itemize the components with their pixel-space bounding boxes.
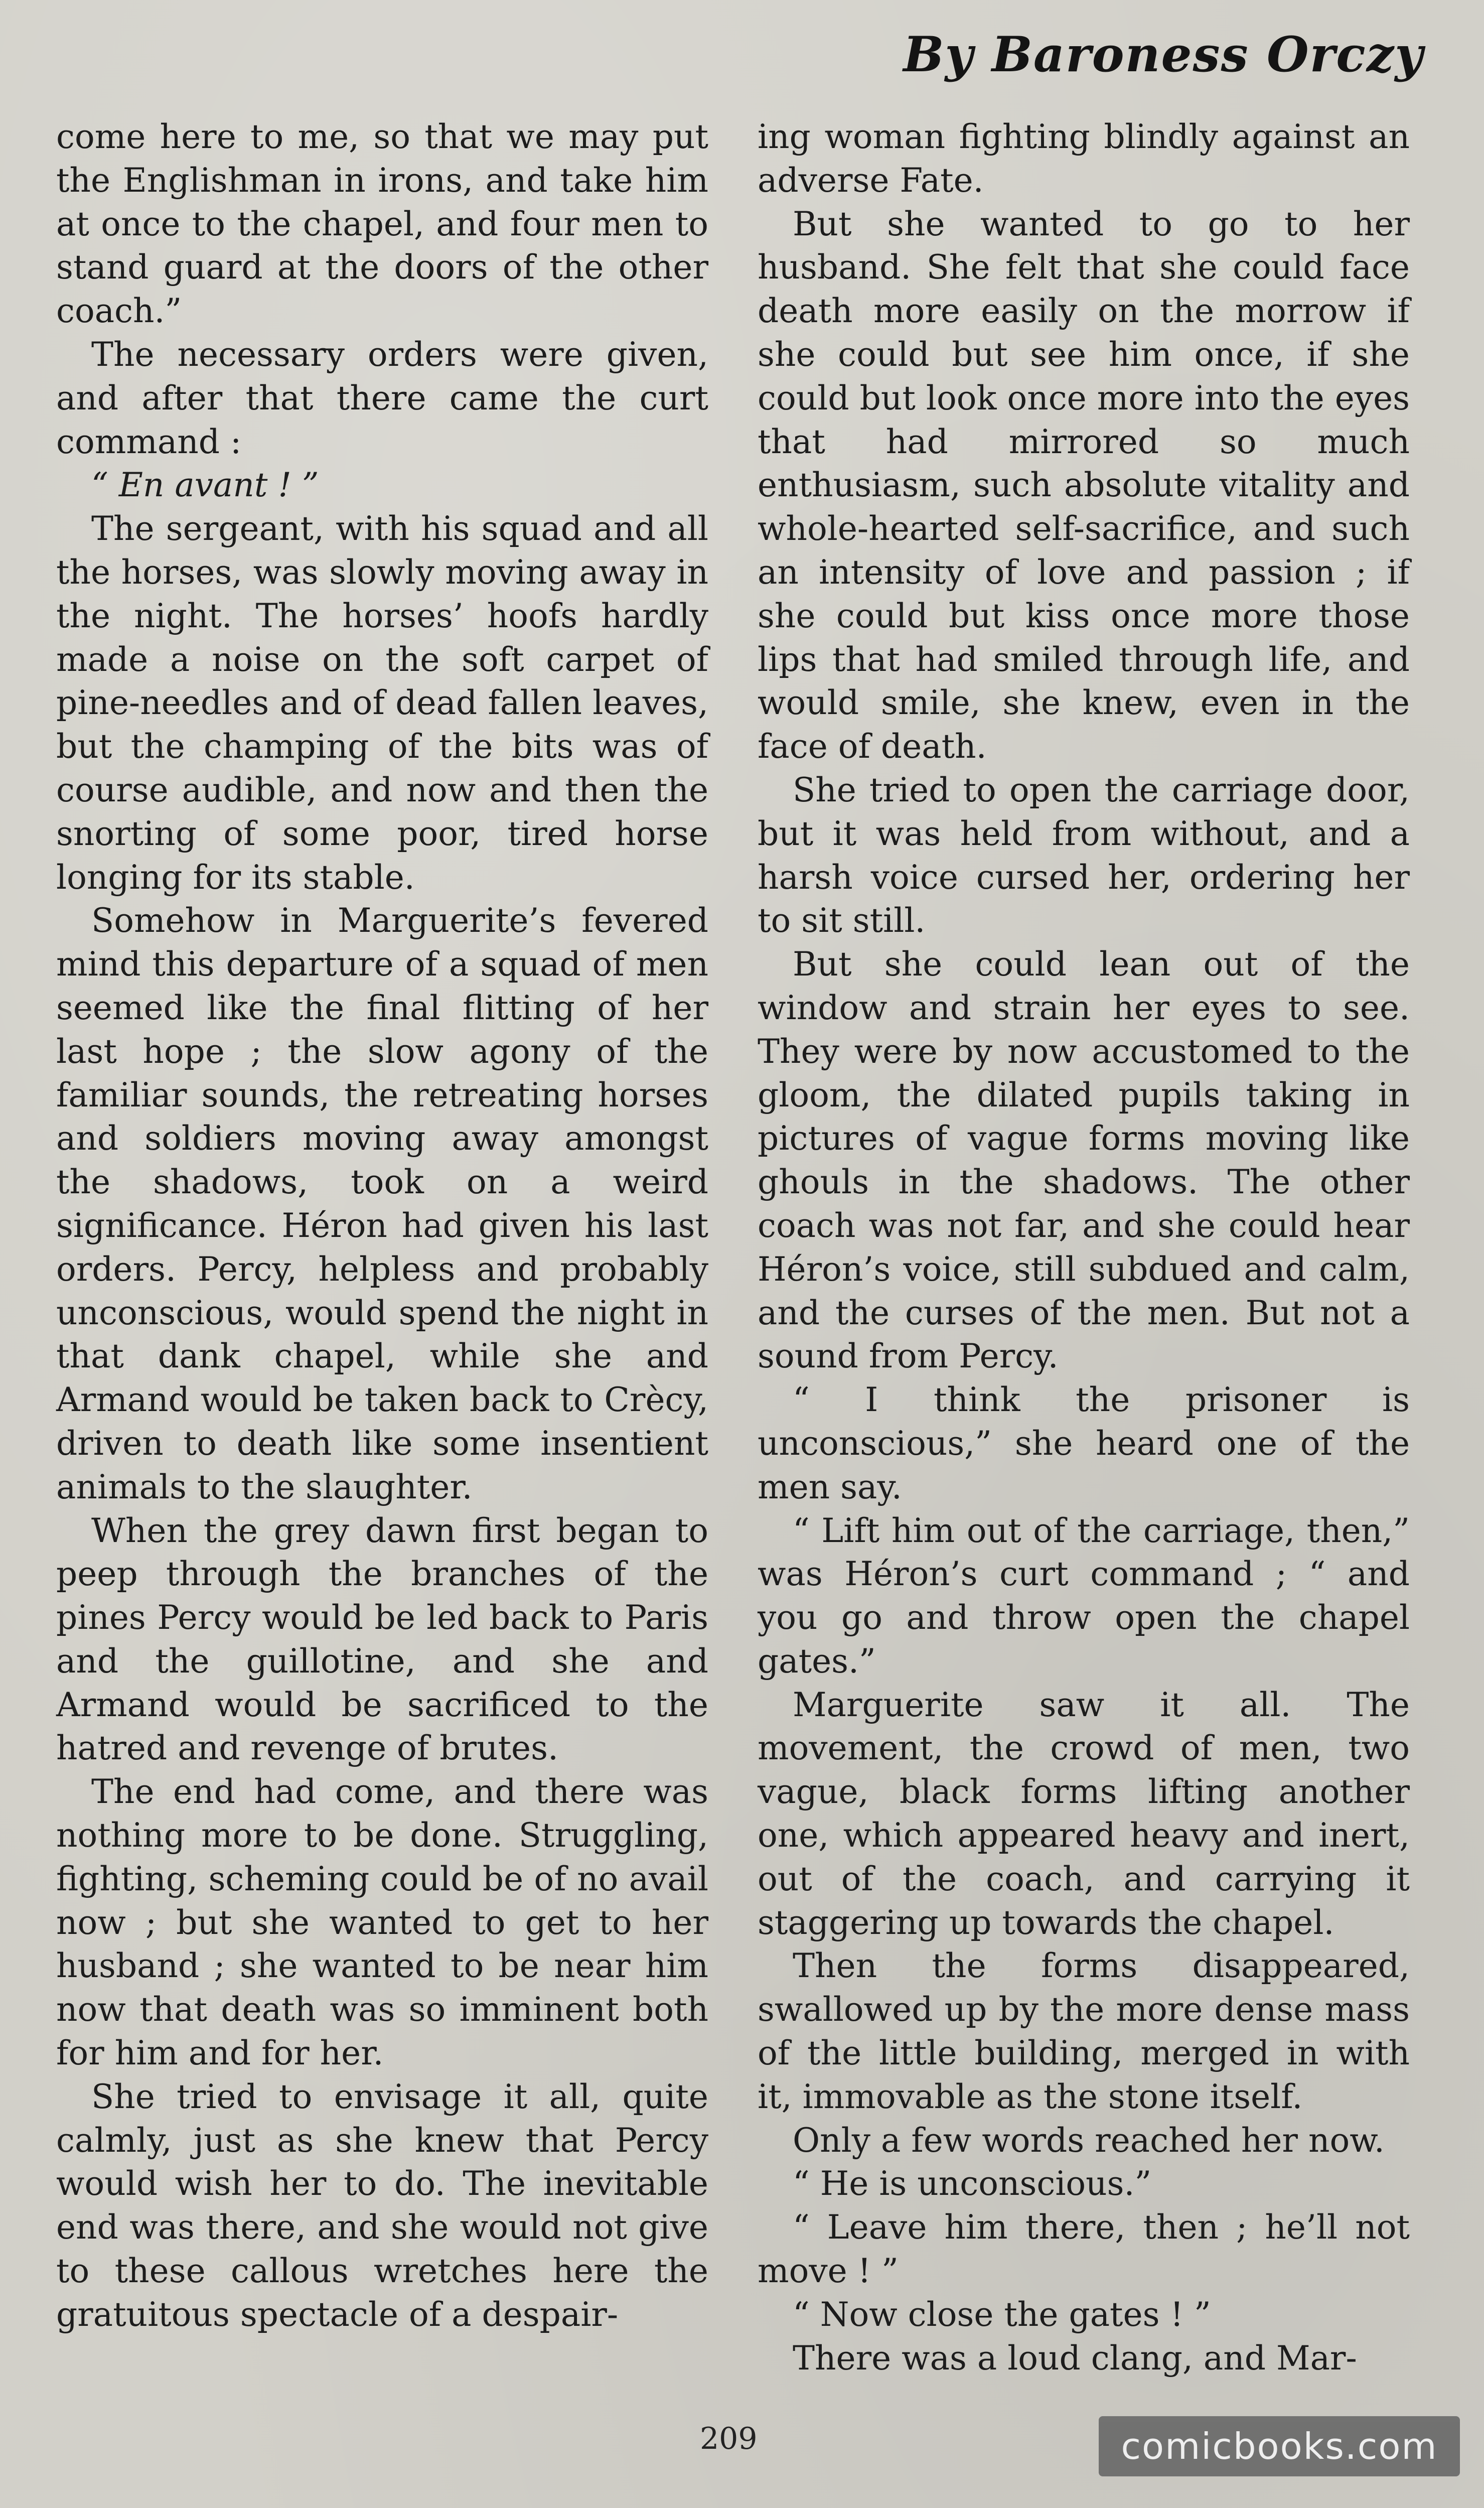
paragraph: The sergeant, with his squad and all the horses, was slowly moving away in the night. The horses’ hoofs hardly made a noise on the soft carpet of pine-needles and of dead fallen leaves, but the champing of the bits was of course audible, and now and then the snorting of some poor, tired horse longing for its stable.	[56, 509, 708, 897]
paragraph: But she could lean out of the window and strain her eyes to see. They were by now accustomed to the gloom, the dilated pupils taking in pictures of vague forms moving like ghouls in the shadows. The other coach was not far, and she could hear Héron’s voice, still subdued and calm, and the curses of the men. But not a sound from Percy.	[758, 945, 1410, 1376]
paragraph: “ He is unconscious.”	[793, 2164, 1152, 2203]
site-watermark: comicbooks.com	[1099, 2416, 1460, 2476]
paragraph: Only a few words reached her now.	[793, 2121, 1385, 2160]
paragraph: But she wanted to go to her husband. She felt that she could face death more easily on the morrow if she could but see him once, if she could but look once more into the eyes that had mirrored so much enthusiasm, such absolute vitality and whole-hearted self-sacrifice, and such an intensity of love and passion ; if she could but kiss once more those lips that had smiled through life, and would smile, she knew, even in the face of death.	[758, 204, 1410, 766]
paragraph: come here to me, so that we may put the Englishman in irons, and take him at once to the chapel, and four men to stand guard at the doors of the other coach.”	[56, 117, 708, 331]
paragraph: There was a loud clang, and Mar-	[793, 2338, 1357, 2378]
paragraph: ing woman fighting blindly against an adverse Fate.	[758, 117, 1410, 200]
paragraph: “ I think the prisoner is unconscious,” she heard one of the men say.	[758, 1380, 1410, 1506]
paragraph: “ Lift him out of the carriage, then,” was Héron’s curt command ; “ and you go and throw open the chapel gates.”	[758, 1511, 1410, 1681]
paragraph: “ Leave him there, then ; he’ll not move ! ”	[758, 2208, 1410, 2291]
italic-quote: “ En avant ! ”	[91, 466, 319, 505]
right-text-column	[758, 115, 1410, 2380]
page-number: 209	[700, 2421, 758, 2456]
left-text-column	[56, 115, 708, 2337]
paragraph: The end had come, and there was nothing more to be done. Struggling, fighting, scheming could be of no avail now ; but she wanted to get to her husband ; she wanted to be near him now that death was so imminent both for him and for her.	[56, 1772, 708, 2073]
running-header: By Baroness Orczy	[903, 26, 1424, 83]
paragraph: When the grey dawn first began to peep through the branches of the pines Percy would be led back to Paris and the guillotine, and she and Armand would be sacrificed to the hatred and revenge of brutes.	[56, 1511, 708, 1768]
paragraph: Marguerite saw it all. The movement, the crowd of men, two vague, black forms lifting another one, which appeared heavy and inert, out of the coach, and carrying it staggering up towards the chapel.	[758, 1685, 1410, 1942]
paragraph: “ Now close the gates ! ”	[793, 2295, 1211, 2334]
paragraph-quote	[56, 464, 708, 507]
paragraph: The necessary orders were given, and after that there came the curt command :	[56, 335, 708, 461]
paragraph: Then the forms disappeared, swallowed up by the more dense mass of the little building, merged in with it, immovable as the stone itself.	[758, 1946, 1410, 2116]
paragraph: Somehow in Marguerite’s fevered mind this departure of a squad of men seemed like the final flitting of her last hope ; the slow agony of the familiar sounds, the retreating horses and soldiers moving away amongst the shadows, took on a weird significance. Héron had given his last orders. Percy, helpless and probably unconscious, would spend the night in that dank chapel, while she and Armand would be taken back to Crècy, driven to death like some insentient animals to the slaughter.	[56, 901, 708, 1506]
paragraph: She tried to open the carriage door, but it was held from without, and a harsh voice cursed her, ordering her to sit still.	[758, 770, 1410, 940]
paragraph: She tried to envisage it all, quite calmly, just as she knew that Percy would wish her to do. The inevitable end was there, and she would not give to these callous wretches here the gratuitous spectacle of a despair-	[56, 2077, 708, 2334]
